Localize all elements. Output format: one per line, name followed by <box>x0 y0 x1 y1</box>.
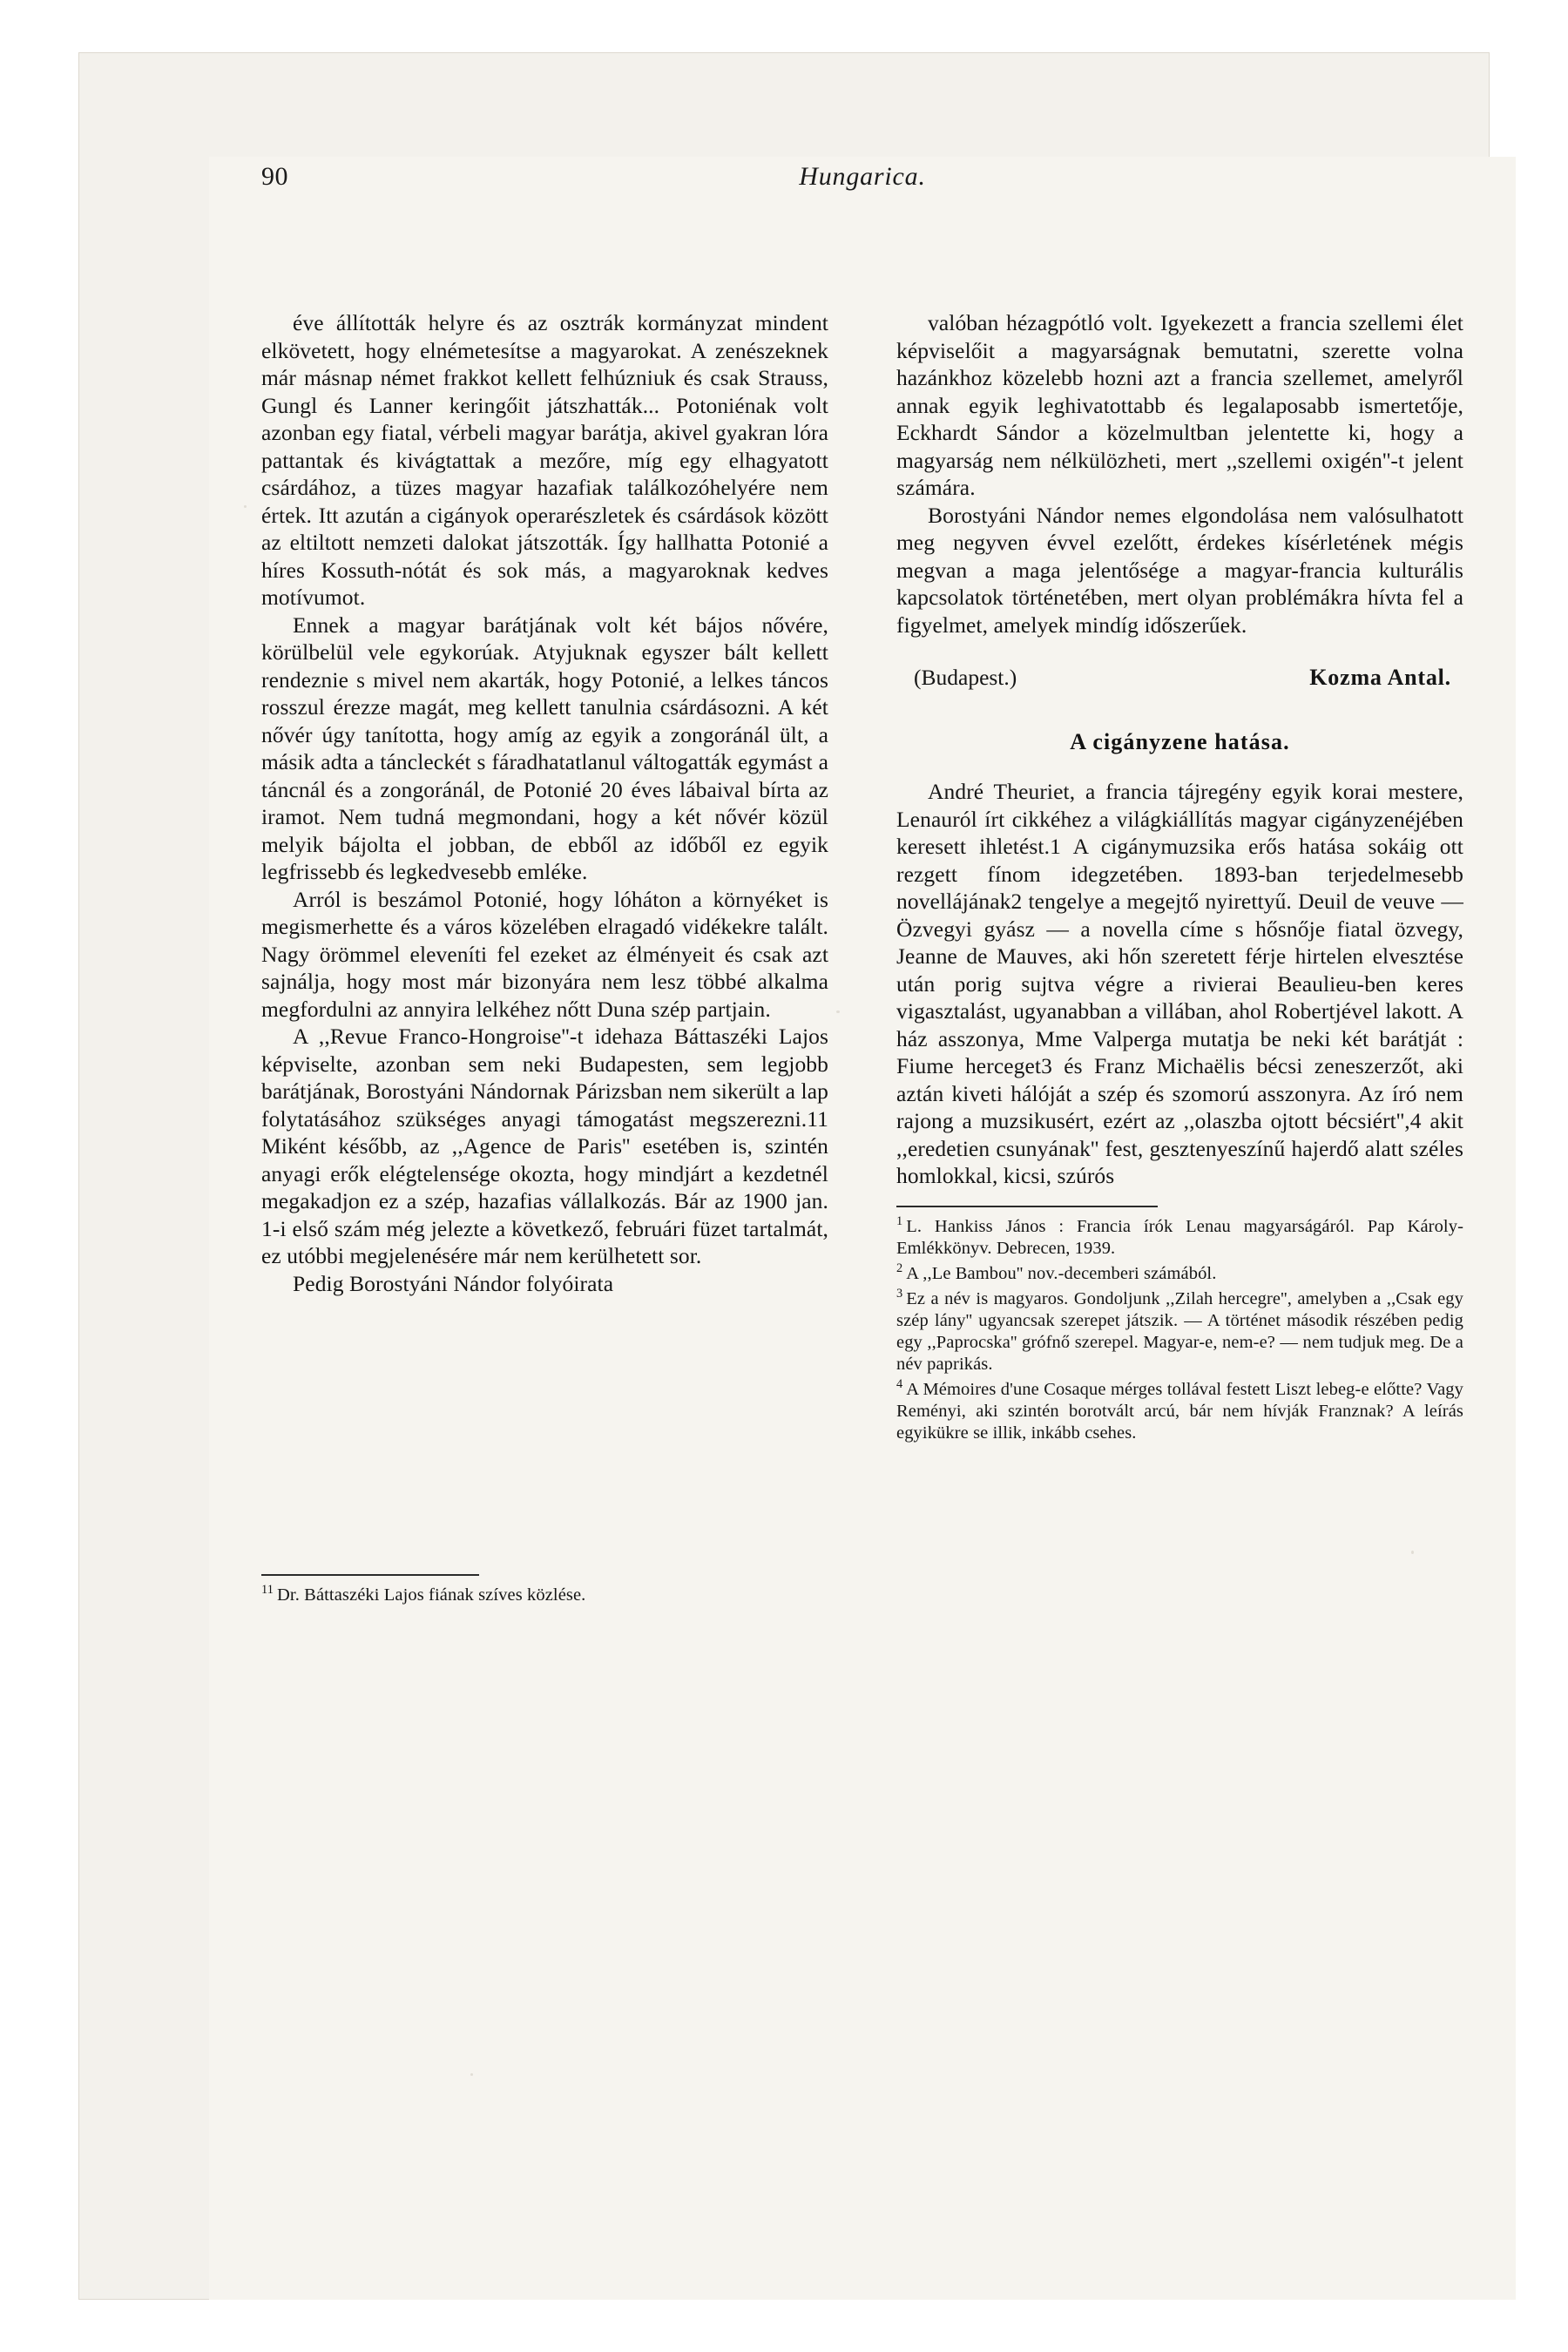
scan-speckle <box>470 2073 473 2076</box>
footnote-text: L. Hankiss János : Francia írók Lenau magyarságáról. Pap Károly-Emlékkönyv. Debrecen, 1939. <box>896 1216 1463 1258</box>
scan-speckle <box>836 1010 840 1013</box>
right-column <box>896 309 1463 1610</box>
paragraph: Arról is beszámol Potonié, hogy lóháton a környéket is megismerhette és a város közelében elragadó vidékekre talált. Nagy örömmel eleveníti fel ezeket az élményeit és csak azt sajnálja, hogy most már bizonyára nem lesz többé alkalma megfordulni az annyira lelkéhez nőtt Duna szép partjain. <box>261 886 828 1022</box>
right-footnotes <box>896 1213 1463 1444</box>
left-column <box>261 309 828 1610</box>
paper-sheet <box>78 52 1490 2300</box>
footnote-item <box>896 1260 1463 1285</box>
page-header <box>209 157 1516 218</box>
scan-speckle <box>244 505 247 508</box>
scanned-text-area <box>209 157 1516 2300</box>
left-footnotes <box>261 1585 828 1606</box>
footnote-text: Ez a név is magyaros. Gondoljunk ,,Zilah hercegre'', amelyben a ,,Csak egy szép lány'' ugyancsak szerepet játszik. — A történet második részében pedig egy ,,Paprocska'' grófnő szerepel. Magyar-e, nem-e? — nem tudjuk meg. De a név paprikás. <box>896 1288 1463 1374</box>
footnote-item <box>896 1288 1463 1375</box>
running-title: Hungarica. <box>799 162 926 191</box>
paragraph: éve állították helyre és az osztrák kormányzat mindent elkövetett, hogy elnémetesítse a magyarokat. A zenészeknek már másnap német frakkot kellett felhúzniuk és csak Strauss, Gungl és Lanner keringőit játszhatták... Potoniénak volt azonban egy fiatal, vérbeli magyar barátja, akivel gyakran lóra pattantak és kivágtattak a mezőre, míg egy elhagyatott csárdához, a tüzes magyar hazafiak találkozóhelyére nem értek. Itt azután a cigányok operarészletek és csárdások között az eltiltott nemzeti dalokat játszották. Így hallhatta Potonié a híres Kossuth-nótát és sok más, a magyaroknak kedves motívumot. <box>261 310 828 610</box>
scan-speckle <box>1411 1551 1414 1554</box>
paragraph: A ,,Revue Franco-Hongroise''-t idehaza Báttaszéki Lajos képviselte, azonban sem neki Budapesten, sem legjobb barátjának, Borostyáni Nándornak Párizsban nem sikerült a lap folytatásához szükséges anyagi támogatást megszerezni.11 Miként később, az ,,Agence de Paris'' esetében is, szintén anyagi erők elégtelensége okozta, hogy mindjárt a kezdetnél megakadjon ez a szép, hazafias vállalkozás. Bár az 1900 jan. 1-i első szám még jelezte a következő, februári füzet tartalmát, ez utóbbi megjelenésére már nem kerülhetett sor. <box>261 1024 828 1268</box>
page-number: 90 <box>261 162 288 191</box>
footnote-marker: 3 <box>896 1286 903 1301</box>
footnote-text: Dr. Báttaszéki Lajos fiának szíves közlése. <box>277 1585 586 1605</box>
footnote-item <box>896 1213 1463 1260</box>
footnote-text: A Mémoires d'une Cosaque mérges tollával festett Liszt lebeg-e előtte? Vagy Reményi, aki szintén borotvált arcú, bár nem hívják Franznak? A leírás egyikükre se illik, inkább csehes. <box>896 1379 1463 1443</box>
footnote-divider <box>896 1206 1158 1207</box>
article-signature <box>896 665 1463 691</box>
footnote-marker: 1 <box>896 1213 903 1228</box>
footnote-marker: 11 <box>261 1583 274 1598</box>
footnote-item <box>261 1585 828 1606</box>
footnote-marker: 4 <box>896 1376 903 1391</box>
footnote-item <box>896 1376 1463 1444</box>
footnote-divider <box>261 1574 479 1576</box>
paragraph: Pedig Borostyáni Nándor folyóirata <box>293 1270 614 1296</box>
signature-author: Kozma Antal. <box>1309 665 1451 690</box>
two-column-body <box>261 309 1463 1610</box>
signature-place: (Budapest.) <box>914 665 1017 690</box>
paragraph: valóban hézagpótló volt. Igyekezett a francia szellemi élet képviselőit a magyarságnak bemutatni, szerette volna hazánkhoz közelebb hozni azt a francia szellemet, amelyről annak egyik leghivatottabb és legalaposabb ismertetője, Eckhardt Sándor a közelmultban jelentette ki, hogy a magyarság nem nélkülözheti, mert ,,szellemi oxigén''-t jelent számára. <box>896 310 1463 500</box>
footnote-marker: 2 <box>896 1260 903 1275</box>
paragraph: André Theuriet, a francia tájregény egyik korai mestere, Lenauról írt cikkéhez a világkiállítás magyar cigányzenéjében keresett ihletést.1 A cigánymuzsika erős hatása sokáig ott rezgett fínom idegzetében. 1893-ban terjedelmesebb novellájának2 tengelye a megejtő nyirettyű. Deuil de veuve — Özvegyi gyász — a novella címe s hősnője fiatal özvegy, Jeanne de Mauves, aki hőn szeretett férje hirtelen elvesztése után porig sujtva végre a rivierai Beaulieu-ben keres vigasztalást, ugyanabban a villában, ahol Robertjével lakott. A ház asszonya, Mme Valperga mutatja be neki két barátját : Fiume herceget3 és Franz Michaëlis bécsi zeneszerzőt, aki aztán kiveti hálóját a szép és szomorú asszonyra. Az író nem rajong a muzsikusért, ezért az ,,olaszba ojtott bécsiért'',4 akit ,,eredetien csunyának'' fest, gesztenyeszínű hajerdő alatt széles homlokkal, kicsi, szúrós <box>896 779 1463 1188</box>
paragraph: Borostyáni Nándor nemes elgondolása nem valósulhatott meg negyven évvel ezelőtt, érdekes kísérletének mégis megvan a maga jelentősége a magyar-francia kulturális kapcsolatok történetében, mert olyan problémákra hívta fel a figyelmet, amelyek mindíg időszerűek. <box>896 502 1463 638</box>
section-heading: A cigányzene hatása. <box>1070 729 1290 754</box>
paragraph: Ennek a magyar barátjának volt két bájos nővére, körülbelül vele egykorúak. Atyjuknak egyszer bált kellett rendeznie s mivel nem akarták, hogy Potonié, a lelkes táncos rosszul érezze magát, meg kellett tanulnia csárdásozni. A két nővér úgy tanította, hogy amíg az egyik a zongoránál ült, a másik adta a táncleckét s fáradhatatlanul váltogatták egymást a táncnál és a zongoránál, de Potonié 20 éves lábaival bírta az iramot. Nem tudná megmondani, hogy a két nővér közül melyik bájolta el jobban, de ebből az időből ez egyik legfrissebb és legkedvesebb emléke. <box>261 612 828 884</box>
footnote-text: A ,,Le Bambou'' nov.-decemberi számából. <box>906 1263 1217 1283</box>
